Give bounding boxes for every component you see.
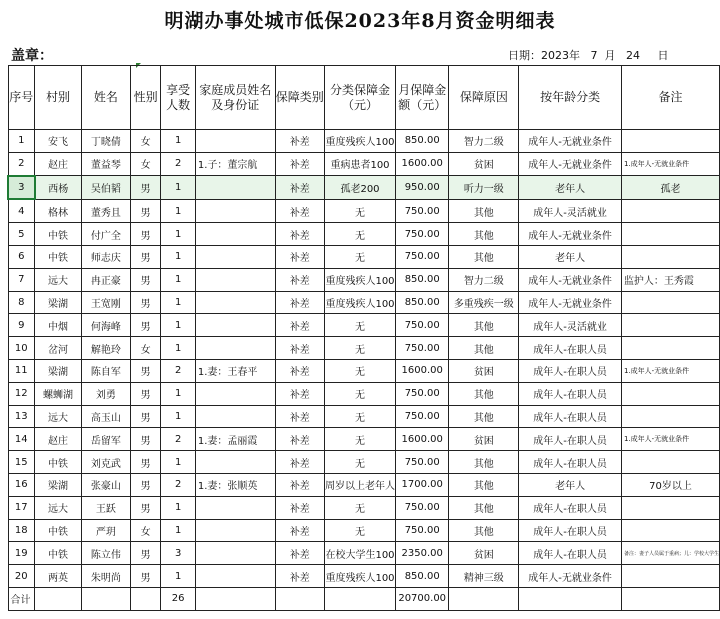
- cell-name[interactable]: 董益琴: [82, 152, 131, 175]
- table-row: [8, 130, 720, 153]
- cell-family-members[interactable]: [195, 245, 275, 268]
- cell-people[interactable]: 2: [161, 473, 195, 496]
- cell-age-class[interactable]: 成年人-在职人员: [519, 519, 622, 542]
- table-row: [8, 496, 720, 519]
- cell-gender[interactable]: 男: [130, 314, 161, 337]
- date-label: 日期：: [508, 49, 541, 62]
- cell-village[interactable]: 安飞: [35, 130, 82, 153]
- cell-name[interactable]: 吴伯韬: [82, 176, 131, 200]
- total-empty[interactable]: [275, 587, 324, 610]
- cell-age-class[interactable]: 成年人-灵活就业: [519, 314, 622, 337]
- cell-classified-allowance[interactable]: 无: [325, 519, 396, 542]
- cell-family-members[interactable]: 1.子：董宗航: [195, 152, 275, 175]
- table-row: [8, 199, 720, 222]
- cell-monthly-amount[interactable]: 750.00: [396, 314, 449, 337]
- cell-reason[interactable]: 贫困: [449, 542, 519, 565]
- cell-category[interactable]: 补差: [275, 451, 324, 474]
- cell-monthly-amount[interactable]: 750.00: [396, 223, 449, 246]
- cell-age-class[interactable]: 成年人-无就业条件: [519, 152, 622, 175]
- cell-village[interactable]: 赵庄: [35, 428, 82, 451]
- cell-name[interactable]: 高玉山: [82, 405, 131, 428]
- cell-age-class[interactable]: 老年人: [519, 245, 622, 268]
- cell-people[interactable]: 2: [161, 152, 195, 175]
- cell-index[interactable]: 11: [8, 359, 35, 382]
- cell-gender[interactable]: 男: [130, 176, 161, 200]
- cell-people[interactable]: 2: [161, 359, 195, 382]
- header-classified-allowance[interactable]: 分类保障金（元）: [325, 66, 396, 130]
- cell-family-members[interactable]: [195, 268, 275, 291]
- cell-name[interactable]: 岳留军: [82, 428, 131, 451]
- cell-monthly-amount[interactable]: 850.00: [396, 268, 449, 291]
- seal-label: 盖章：: [11, 48, 53, 64]
- cell-monthly-amount[interactable]: 750.00: [396, 245, 449, 268]
- total-empty[interactable]: [195, 587, 275, 610]
- cell-name[interactable]: 丁晓倩: [82, 130, 131, 153]
- cell-category[interactable]: 补差: [275, 382, 324, 405]
- cell-index[interactable]: 5: [8, 223, 35, 246]
- cell-family-members[interactable]: 1.妻：张顺英: [195, 473, 275, 496]
- cell-index[interactable]: 6: [8, 245, 35, 268]
- total-label[interactable]: 合计: [8, 587, 35, 610]
- cell-gender[interactable]: 男: [130, 245, 161, 268]
- cell-name[interactable]: 刘勇: [82, 382, 131, 405]
- table-body: [8, 130, 720, 588]
- cell-village[interactable]: 中铁: [35, 245, 82, 268]
- cell-category[interactable]: 补差: [275, 337, 324, 360]
- cell-gender[interactable]: 男: [130, 428, 161, 451]
- total-amount[interactable]: 20700.00: [396, 587, 449, 610]
- total-empty[interactable]: [519, 587, 622, 610]
- cell-category[interactable]: 补差: [275, 519, 324, 542]
- table-row: [8, 245, 720, 268]
- cell-reason[interactable]: 其他: [449, 337, 519, 360]
- cell-people[interactable]: 1: [161, 314, 195, 337]
- cell-remark[interactable]: [621, 451, 719, 474]
- cell-remark[interactable]: 70岁以上: [621, 473, 719, 496]
- cell-remark[interactable]: [621, 199, 719, 222]
- cell-name[interactable]: 刘克武: [82, 451, 131, 474]
- cell-age-class[interactable]: 成年人-在职人员: [519, 405, 622, 428]
- cell-village[interactable]: 远大: [35, 496, 82, 519]
- cell-age-class[interactable]: 成年人-无就业条件: [519, 291, 622, 314]
- cell-village[interactable]: 梁湖: [35, 291, 82, 314]
- cell-classified-allowance[interactable]: 重度残疾人100: [325, 565, 396, 588]
- cell-village[interactable]: 远大: [35, 268, 82, 291]
- cell-reason[interactable]: 多重残疾一级: [449, 291, 519, 314]
- cell-village[interactable]: 赵庄: [35, 152, 82, 175]
- cell-village[interactable]: 西杨: [35, 176, 82, 200]
- table-row: [8, 268, 720, 291]
- cell-name[interactable]: 冉正豪: [82, 268, 131, 291]
- cell-classified-allowance[interactable]: 无: [325, 405, 396, 428]
- cell-gender[interactable]: 男: [130, 451, 161, 474]
- cell-family-members[interactable]: [195, 382, 275, 405]
- cell-family-members[interactable]: [195, 542, 275, 565]
- date-year: 2023年: [541, 49, 580, 62]
- total-empty[interactable]: [449, 587, 519, 610]
- total-people[interactable]: 26: [161, 587, 195, 610]
- cell-family-members[interactable]: [195, 451, 275, 474]
- cell-category[interactable]: 补差: [275, 291, 324, 314]
- cell-age-class[interactable]: 成年人-无就业条件: [519, 268, 622, 291]
- cell-age-class[interactable]: 成年人-在职人员: [519, 542, 622, 565]
- cell-category[interactable]: 补差: [275, 130, 324, 153]
- cell-remark[interactable]: 监护人：王秀霞: [621, 268, 719, 291]
- cell-classified-allowance[interactable]: 无: [325, 496, 396, 519]
- cell-reason[interactable]: 其他: [449, 245, 519, 268]
- table-row: [8, 152, 720, 175]
- cell-village[interactable]: 螺蛳湖: [35, 382, 82, 405]
- cell-category[interactable]: 补差: [275, 542, 324, 565]
- cell-monthly-amount[interactable]: 750.00: [396, 382, 449, 405]
- cell-family-members[interactable]: [195, 291, 275, 314]
- cell-remark[interactable]: 1.成年人-无就业条件: [621, 359, 719, 382]
- cell-remark[interactable]: [621, 223, 719, 246]
- cell-gender[interactable]: 女: [130, 152, 161, 175]
- cell-classified-allowance[interactable]: 无: [325, 382, 396, 405]
- cell-index[interactable]: 10: [8, 337, 35, 360]
- cell-category[interactable]: 补差: [275, 152, 324, 175]
- table-row: [8, 405, 720, 428]
- cell-monthly-amount[interactable]: 750.00: [396, 405, 449, 428]
- cell-monthly-amount[interactable]: 1600.00: [396, 428, 449, 451]
- cell-name[interactable]: 严玥: [82, 519, 131, 542]
- cell-people[interactable]: 1: [161, 268, 195, 291]
- cell-name[interactable]: 付广全: [82, 223, 131, 246]
- cell-category[interactable]: 补差: [275, 405, 324, 428]
- cell-gender[interactable]: 男: [130, 268, 161, 291]
- cell-index[interactable]: 2: [8, 152, 35, 175]
- cell-category[interactable]: 补差: [275, 359, 324, 382]
- cell-remark[interactable]: 1.成年人-无就业条件: [621, 428, 719, 451]
- cell-name[interactable]: 董秀且: [82, 199, 131, 222]
- cell-category[interactable]: 补差: [275, 428, 324, 451]
- cell-index[interactable]: 19: [8, 542, 35, 565]
- cell-village[interactable]: 岔河: [35, 337, 82, 360]
- cell-name[interactable]: 陈自军: [82, 359, 131, 382]
- table-row: [8, 359, 720, 382]
- header-monthly-amount[interactable]: 月保障金额（元）: [396, 66, 449, 130]
- date-day-unit: 日: [657, 49, 669, 62]
- cell-reason[interactable]: 其他: [449, 473, 519, 496]
- cell-village[interactable]: 中铁: [35, 542, 82, 565]
- table-row: [8, 337, 720, 360]
- cell-monthly-amount[interactable]: 850.00: [396, 130, 449, 153]
- cell-remark[interactable]: [621, 565, 719, 588]
- cell-monthly-amount[interactable]: 1600.00: [396, 152, 449, 175]
- cell-name[interactable]: 何海峰: [82, 314, 131, 337]
- table-row: [8, 542, 720, 565]
- cell-classified-allowance[interactable]: 周岁以上老年人: [325, 473, 396, 496]
- date-day: 24: [626, 49, 640, 62]
- cell-age-class[interactable]: 成年人-在职人员: [519, 428, 622, 451]
- cell-age-class[interactable]: 成年人-在职人员: [519, 382, 622, 405]
- cell-family-members[interactable]: [195, 314, 275, 337]
- cell-reason[interactable]: 其他: [449, 382, 519, 405]
- cell-category[interactable]: 补差: [275, 314, 324, 337]
- cell-remark[interactable]: [621, 405, 719, 428]
- cell-category[interactable]: 补差: [275, 223, 324, 246]
- cell-reason[interactable]: 听力一级: [449, 176, 519, 200]
- cell-monthly-amount[interactable]: 950.00: [396, 176, 449, 200]
- cell-remark[interactable]: [621, 314, 719, 337]
- cell-monthly-amount[interactable]: 850.00: [396, 565, 449, 588]
- cell-index[interactable]: 13: [8, 405, 35, 428]
- table-row: [8, 519, 720, 542]
- cell-reason[interactable]: 其他: [449, 314, 519, 337]
- cell-index[interactable]: 18: [8, 519, 35, 542]
- cell-family-members[interactable]: [195, 565, 275, 588]
- cell-gender[interactable]: 男: [130, 405, 161, 428]
- header-family-members[interactable]: 家庭成员姓名及身份证: [195, 66, 275, 130]
- cell-monthly-amount[interactable]: 750.00: [396, 337, 449, 360]
- total-empty[interactable]: [325, 587, 396, 610]
- cell-reason[interactable]: 其他: [449, 451, 519, 474]
- cell-village[interactable]: 格林: [35, 199, 82, 222]
- cell-category[interactable]: 补差: [275, 473, 324, 496]
- cell-classified-allowance[interactable]: 无: [325, 359, 396, 382]
- cell-index[interactable]: 16: [8, 473, 35, 496]
- cell-age-class[interactable]: 成年人-在职人员: [519, 451, 622, 474]
- cell-classified-allowance[interactable]: 重度残疾人100: [325, 130, 396, 153]
- cell-index[interactable]: 12: [8, 382, 35, 405]
- cell-family-members[interactable]: [195, 130, 275, 153]
- cell-reason[interactable]: 其他: [449, 496, 519, 519]
- cell-classified-allowance[interactable]: 无: [325, 223, 396, 246]
- cell-monthly-amount[interactable]: 750.00: [396, 451, 449, 474]
- cell-classified-allowance[interactable]: 无: [325, 428, 396, 451]
- cell-age-class[interactable]: 成年人-灵活就业: [519, 199, 622, 222]
- cell-name[interactable]: 张豪山: [82, 473, 131, 496]
- cell-people[interactable]: 1: [161, 223, 195, 246]
- cell-index[interactable]: 7: [8, 268, 35, 291]
- cell-index[interactable]: 4: [8, 199, 35, 222]
- cell-age-class[interactable]: 成年人-无就业条件: [519, 565, 622, 588]
- cell-category[interactable]: 补差: [275, 176, 324, 200]
- table-row: [8, 565, 720, 588]
- table-row: [8, 428, 720, 451]
- cell-category[interactable]: 补差: [275, 199, 324, 222]
- date-month-unit: 月: [604, 49, 616, 62]
- cell-category[interactable]: 补差: [275, 245, 324, 268]
- cell-category[interactable]: 补差: [275, 496, 324, 519]
- cell-classified-allowance[interactable]: 孤老200: [325, 176, 396, 200]
- cell-gender[interactable]: 男: [130, 199, 161, 222]
- cell-monthly-amount[interactable]: 750.00: [396, 496, 449, 519]
- cell-index[interactable]: 9: [8, 314, 35, 337]
- date-line: [508, 47, 668, 63]
- cell-reason[interactable]: 贫困: [449, 152, 519, 175]
- cell-people[interactable]: 1: [161, 519, 195, 542]
- header-index[interactable]: 序号: [8, 66, 35, 130]
- table-row: [8, 223, 720, 246]
- cell-reason[interactable]: 精神三级: [449, 565, 519, 588]
- cell-name[interactable]: 王宽刚: [82, 291, 131, 314]
- cell-age-class[interactable]: 成年人-在职人员: [519, 359, 622, 382]
- header-gender[interactable]: 性别: [130, 66, 161, 130]
- sheet-title: 明湖办事处城市低保2023年8月资金明细表: [164, 10, 556, 32]
- cell-people[interactable]: 1: [161, 451, 195, 474]
- header-remark[interactable]: 备注: [621, 66, 719, 130]
- allowance-table: [7, 65, 720, 611]
- cell-gender[interactable]: 女: [130, 130, 161, 153]
- cell-reason[interactable]: 智力二级: [449, 268, 519, 291]
- cell-category[interactable]: 补差: [275, 565, 324, 588]
- cell-village[interactable]: 中铁: [35, 519, 82, 542]
- cell-village[interactable]: 梁湖: [35, 359, 82, 382]
- cell-age-class[interactable]: 成年人-在职人员: [519, 496, 622, 519]
- cell-age-class[interactable]: 老年人: [519, 176, 622, 200]
- cell-village[interactable]: 远大: [35, 405, 82, 428]
- cell-gender[interactable]: 男: [130, 542, 161, 565]
- cell-monthly-amount[interactable]: 1600.00: [396, 359, 449, 382]
- cell-reason[interactable]: 其他: [449, 519, 519, 542]
- cell-people[interactable]: 1: [161, 199, 195, 222]
- cell-gender[interactable]: 男: [130, 565, 161, 588]
- cell-monthly-amount[interactable]: 1700.00: [396, 473, 449, 496]
- cell-age-class[interactable]: 老年人: [519, 473, 622, 496]
- header-row: [8, 66, 720, 130]
- cell-reason[interactable]: 智力二级: [449, 130, 519, 153]
- header-reason[interactable]: 保障原因: [449, 66, 519, 130]
- cell-monthly-amount[interactable]: 750.00: [396, 519, 449, 542]
- cell-classified-allowance[interactable]: 无: [325, 199, 396, 222]
- cell-remark[interactable]: [621, 382, 719, 405]
- header-age-class[interactable]: 按年龄分类: [519, 66, 622, 130]
- cell-remark[interactable]: [621, 519, 719, 542]
- table-row: [8, 451, 720, 474]
- cell-remark[interactable]: [621, 130, 719, 153]
- cell-people[interactable]: 2: [161, 428, 195, 451]
- cell-family-members[interactable]: 1.妻：王春平: [195, 359, 275, 382]
- cell-classified-allowance[interactable]: 无: [325, 245, 396, 268]
- cell-family-members[interactable]: [195, 176, 275, 200]
- cell-classified-allowance[interactable]: 重度残疾人100: [325, 291, 396, 314]
- cell-family-members[interactable]: [195, 199, 275, 222]
- cell-age-class[interactable]: 成年人-在职人员: [519, 337, 622, 360]
- total-empty[interactable]: [82, 587, 131, 610]
- table-row: [8, 291, 720, 314]
- cell-classified-allowance[interactable]: 重病患者100: [325, 152, 396, 175]
- cell-name[interactable]: 师志庆: [82, 245, 131, 268]
- cell-index[interactable]: 15: [8, 451, 35, 474]
- cell-reason[interactable]: 其他: [449, 223, 519, 246]
- cell-people[interactable]: 1: [161, 565, 195, 588]
- cell-people[interactable]: 1: [161, 291, 195, 314]
- cell-remark[interactable]: [621, 291, 719, 314]
- cell-index[interactable]: 8: [8, 291, 35, 314]
- cell-index[interactable]: 20: [8, 565, 35, 588]
- cell-village[interactable]: 梁湖: [35, 473, 82, 496]
- cell-gender[interactable]: 男: [130, 291, 161, 314]
- cell-gender[interactable]: 男: [130, 382, 161, 405]
- cell-remark[interactable]: [621, 496, 719, 519]
- header-village[interactable]: 村别: [35, 66, 82, 130]
- cell-people[interactable]: 3: [161, 542, 195, 565]
- cell-reason[interactable]: 其他: [449, 405, 519, 428]
- table-row: [8, 314, 720, 337]
- cell-gender[interactable]: 男: [130, 223, 161, 246]
- cell-name[interactable]: 朱明尚: [82, 565, 131, 588]
- cell-family-members[interactable]: [195, 337, 275, 360]
- header-category[interactable]: 保障类别: [275, 66, 324, 130]
- cell-remark[interactable]: 1.成年人-无就业条件: [621, 152, 719, 175]
- cell-classified-allowance[interactable]: 无: [325, 314, 396, 337]
- cell-village[interactable]: 中铁: [35, 223, 82, 246]
- cell-name[interactable]: 王跃: [82, 496, 131, 519]
- total-empty[interactable]: [621, 587, 719, 610]
- cell-monthly-amount[interactable]: 750.00: [396, 199, 449, 222]
- cell-monthly-amount[interactable]: 850.00: [396, 291, 449, 314]
- cell-remark[interactable]: [621, 337, 719, 360]
- cell-classified-allowance[interactable]: 无: [325, 337, 396, 360]
- cell-family-members[interactable]: 1.妻：孟丽霞: [195, 428, 275, 451]
- cell-gender[interactable]: 男: [130, 496, 161, 519]
- cell-people[interactable]: 1: [161, 382, 195, 405]
- date-month: 7: [590, 49, 598, 62]
- cell-name[interactable]: 解艳玲: [82, 337, 131, 360]
- cell-reason[interactable]: 贫困: [449, 428, 519, 451]
- cell-age-class[interactable]: 成年人-无就业条件: [519, 223, 622, 246]
- cell-people[interactable]: 1: [161, 176, 195, 200]
- cell-remark[interactable]: 孤老: [621, 176, 719, 200]
- cell-reason[interactable]: 其他: [449, 199, 519, 222]
- cell-classified-allowance[interactable]: 重度残疾人100: [325, 268, 396, 291]
- cell-classified-allowance[interactable]: 在校大学生100: [325, 542, 396, 565]
- total-empty[interactable]: [35, 587, 82, 610]
- cell-name[interactable]: 陈立伟: [82, 542, 131, 565]
- cell-people[interactable]: 1: [161, 130, 195, 153]
- cell-gender[interactable]: 男: [130, 473, 161, 496]
- cell-people[interactable]: 1: [161, 337, 195, 360]
- cell-village[interactable]: 中烟: [35, 314, 82, 337]
- cell-index[interactable]: 14: [8, 428, 35, 451]
- total-empty[interactable]: [130, 587, 161, 610]
- table-row: [8, 382, 720, 405]
- cell-age-class[interactable]: 成年人-无就业条件: [519, 130, 622, 153]
- table-row: [8, 176, 720, 200]
- cell-village[interactable]: 中铁: [35, 451, 82, 474]
- cell-family-members[interactable]: [195, 405, 275, 428]
- cell-index[interactable]: 17: [8, 496, 35, 519]
- cell-gender[interactable]: 男: [130, 359, 161, 382]
- header-name[interactable]: 姓名: [82, 66, 131, 130]
- cell-village[interactable]: 两英: [35, 565, 82, 588]
- cell-monthly-amount[interactable]: 2350.00: [396, 542, 449, 565]
- cell-index[interactable]: 1: [8, 130, 35, 153]
- cell-family-members[interactable]: [195, 496, 275, 519]
- cell-remark[interactable]: [621, 245, 719, 268]
- cell-classified-allowance[interactable]: 无: [325, 451, 396, 474]
- cell-remark[interactable]: 备注：妻子人员属于重病；儿：学校大学生: [621, 542, 719, 565]
- cell-reason[interactable]: 贫困: [449, 359, 519, 382]
- cell-family-members[interactable]: [195, 223, 275, 246]
- cell-gender[interactable]: 女: [130, 337, 161, 360]
- table-row: [8, 473, 720, 496]
- total-row: [8, 587, 720, 610]
- cell-people[interactable]: 1: [161, 405, 195, 428]
- cell-gender[interactable]: 女: [130, 519, 161, 542]
- cell-people[interactable]: 1: [161, 245, 195, 268]
- cell-index[interactable]: 3: [8, 176, 35, 200]
- cell-people[interactable]: 1: [161, 496, 195, 519]
- cell-family-members[interactable]: [195, 519, 275, 542]
- cell-category[interactable]: 补差: [275, 268, 324, 291]
- header-people[interactable]: 享受人数: [161, 66, 195, 130]
